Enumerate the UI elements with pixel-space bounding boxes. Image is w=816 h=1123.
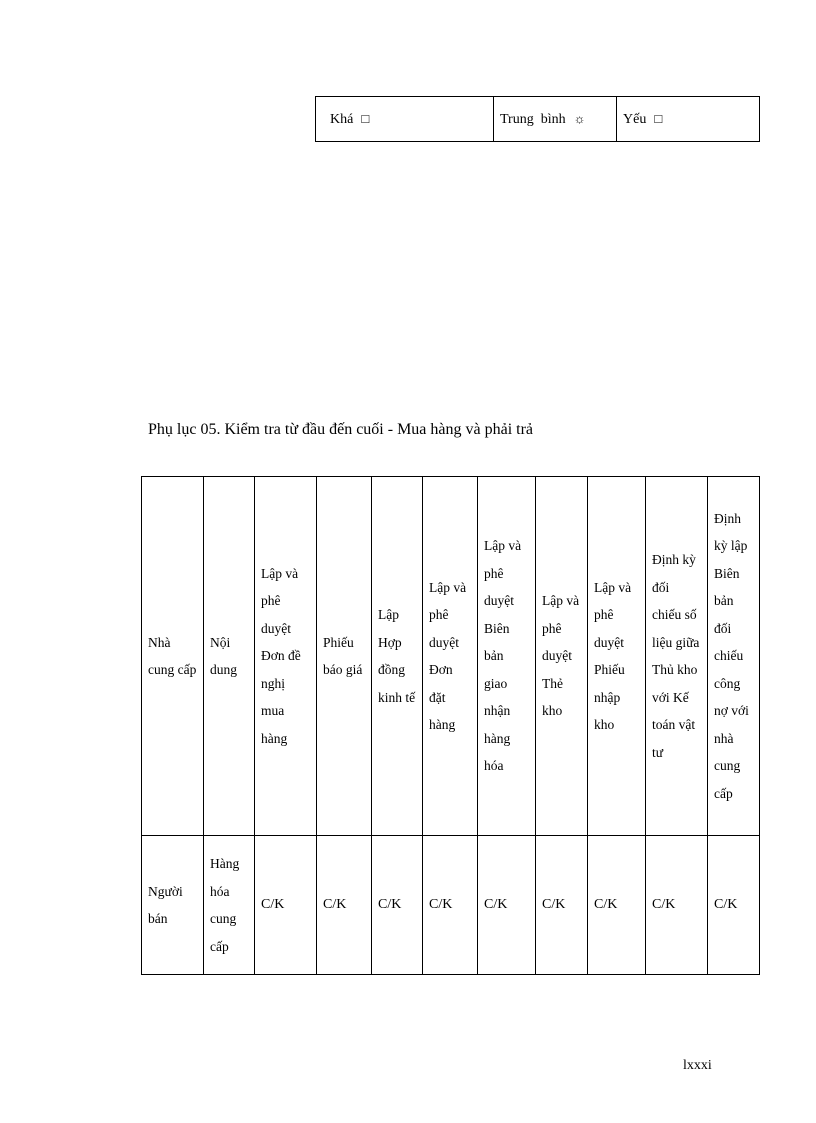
header-cell: Lập và phê duyệt Thẻ kho — [536, 477, 588, 836]
header-cell: Định kỳ đối chiếu số liệu giữa Thủ kho với Kế toán vật tư — [646, 477, 708, 836]
header-cell: Lập và phê duyệt Đơn đề nghị mua hàng — [255, 477, 317, 836]
table-cell: C/K — [423, 836, 478, 975]
table-cell: C/K — [317, 836, 372, 975]
header-cell: Lập và phê duyệt Đơn đặt hàng — [423, 477, 478, 836]
purchase-test-table — [141, 476, 760, 975]
table-cell: C/K — [646, 836, 708, 975]
table-cell: C/K — [255, 836, 317, 975]
appendix-caption: Phụ lục 05. Kiểm tra từ đầu đến cuối - Mua hàng và phải trả — [148, 421, 534, 438]
table-cell: C/K — [588, 836, 646, 975]
header-cell: Phiếu báo giá — [317, 477, 372, 836]
header-cell: Lập và phê duyệt Phiếu nhập kho — [588, 477, 646, 836]
sun-icon[interactable]: ☼ — [573, 110, 586, 126]
table-cell: Hàng hóa cung cấp — [204, 836, 255, 975]
table-cell: C/K — [478, 836, 536, 975]
checkbox-icon[interactable]: □ — [654, 110, 663, 126]
header-cell: Định kỳ lập Biên bản đối chiếu công nợ với nhà cung cấp — [708, 477, 760, 836]
rating-kha-label: Khá — [330, 111, 354, 127]
header-row — [142, 477, 760, 836]
table-cell: C/K — [536, 836, 588, 975]
rating-table — [315, 96, 760, 142]
header-cell: Lập và phê duyệt Biên bản giao nhận hàng hóa — [478, 477, 536, 836]
checkbox-icon[interactable]: □ — [361, 110, 370, 126]
table-row — [142, 836, 760, 975]
rating-trungbinh-cell — [494, 97, 617, 142]
table-cell: C/K — [372, 836, 423, 975]
rating-trungbinh-label: Trung bình — [500, 111, 566, 127]
header-cell: Nhà cung cấp — [142, 477, 204, 836]
header-cell: Nội dung — [204, 477, 255, 836]
rating-yeu-cell — [617, 97, 760, 142]
rating-kha-cell — [316, 97, 494, 142]
table-cell: C/K — [708, 836, 760, 975]
header-cell: Lập Hợp đồng kinh tế — [372, 477, 423, 836]
rating-yeu-label: Yếu — [623, 111, 647, 127]
page-number: lxxxi — [683, 1058, 712, 1073]
table-cell: Người bán — [142, 836, 204, 975]
